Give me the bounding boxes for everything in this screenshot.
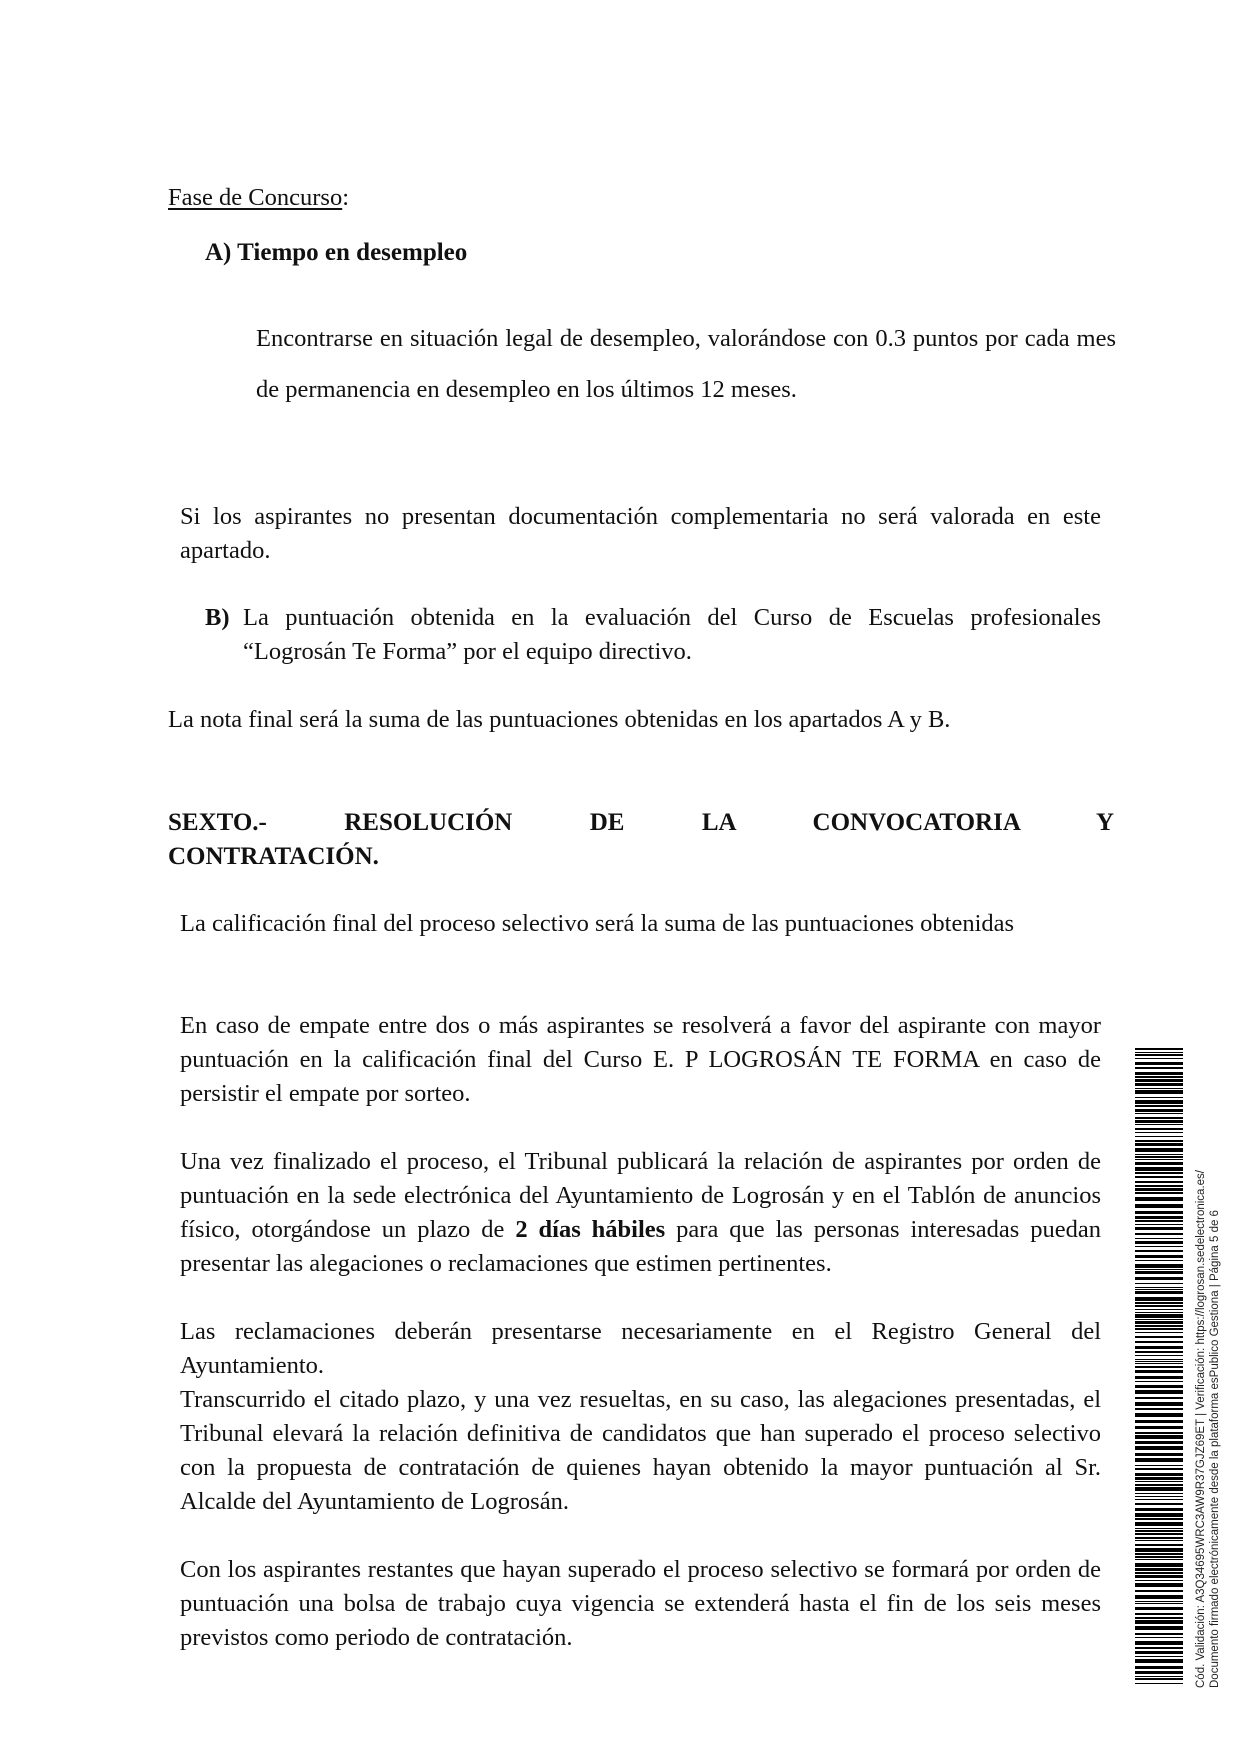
- barcode-bar: [1135, 1537, 1183, 1539]
- validation-code-line: Cód. Validación: A3Q34695WRC3AW9R37GJZ69ET | Verificación: https://logrosan.sedelectronica.es/: [1195, 1170, 1207, 1688]
- barcode-bar: [1135, 1181, 1183, 1183]
- barcode-bar: [1135, 1097, 1183, 1098]
- barcode-bar: [1135, 1633, 1183, 1635]
- barcode-bar: [1135, 1441, 1183, 1444]
- barcode-bar: [1135, 1559, 1183, 1560]
- barcode-bar: [1135, 1513, 1183, 1517]
- barcode-bar: [1135, 1528, 1183, 1529]
- barcode-bar: [1135, 1499, 1183, 1500]
- barcode-bar: [1135, 1336, 1183, 1338]
- barcode-bar: [1135, 1233, 1183, 1235]
- barcode-bar: [1135, 1453, 1183, 1456]
- barcode-bar: [1135, 1132, 1183, 1133]
- barcode-bar: [1135, 1321, 1183, 1324]
- validation-barcode: [1135, 1048, 1183, 1684]
- calificacion-paragraph: La calificación final del proceso selectivo será la suma de las puntuaciones obtenidas: [180, 910, 1015, 937]
- barcode-bar: [1135, 1052, 1183, 1053]
- barcode-bar: [1135, 1188, 1183, 1191]
- sexto-heading-line1: SEXTO.- RESOLUCIÓN DE LA CONVOCATORIA Y: [168, 809, 1114, 836]
- barcode-bar: [1135, 1192, 1183, 1194]
- barcode-bar: [1135, 1287, 1183, 1288]
- barcode-bar: [1135, 1140, 1183, 1142]
- barcode-bar: [1135, 1435, 1183, 1439]
- barcode-bar: [1135, 1530, 1183, 1532]
- barcode-bar: [1135, 1572, 1183, 1574]
- section-b-text: La puntuación obtenida en la evaluación del Curso de Escuelas profesionales “Logrosán Te Forma” por el equipo directivo.: [243, 604, 1101, 665]
- barcode-bar: [1135, 1503, 1183, 1505]
- barcode-bar: [1135, 1305, 1183, 1307]
- barcode-bar: [1135, 1269, 1183, 1270]
- barcode-bar: [1135, 1314, 1183, 1318]
- barcode-bar: [1135, 1289, 1183, 1290]
- barcode-bar: [1135, 1185, 1183, 1187]
- barcode-bar: [1135, 1671, 1183, 1674]
- barcode-bar: [1135, 1651, 1183, 1654]
- barcode-bar: [1135, 1363, 1183, 1364]
- section-b-label: B): [205, 604, 230, 631]
- barcode-bar: [1135, 1575, 1183, 1578]
- barcode-bar: [1135, 1162, 1183, 1165]
- documentation-note: Si los aspirantes no presentan documentación complementaria no será valorada en este apartado.: [180, 503, 1101, 564]
- barcode-bar: [1135, 1124, 1183, 1125]
- barcode-bar: [1135, 1359, 1183, 1360]
- barcode-bar: [1135, 1458, 1183, 1462]
- barcode-bar: [1135, 1361, 1183, 1362]
- barcode-bar: [1135, 1083, 1183, 1086]
- fase-concurso-title: Fase de Concurso: [168, 184, 343, 211]
- barcode-bar: [1135, 1603, 1183, 1604]
- barcode-bar: [1135, 1167, 1183, 1171]
- publicacion-paragraph: [180, 1145, 1101, 1281]
- barcode-bar: [1135, 1355, 1183, 1356]
- barcode-bar: [1135, 1613, 1183, 1615]
- barcode-bar: [1135, 1544, 1183, 1546]
- barcode-bar: [1135, 1678, 1183, 1680]
- barcode-bar: [1135, 1637, 1183, 1638]
- barcode-bar: [1135, 1100, 1183, 1104]
- section-a-paragraph: Encontrarse en situación legal de desempleo, valorándose con 0.3 puntos por cada mes de permanencia en desempleo en los últimos 12 meses.: [256, 325, 1116, 403]
- barcode-bar: [1135, 1601, 1183, 1602]
- barcode-bar: [1135, 1246, 1183, 1247]
- barcode-bar: [1135, 1580, 1183, 1581]
- barcode-bar: [1135, 1220, 1183, 1222]
- bolsa-trabajo-paragraph: Con los aspirantes restantes que hayan superado el proceso selectivo se formará por orden de puntuación una bolsa de trabajo cuya vigencia se extenderá hasta el fin de los seis meses previstos como periodo de contratación.: [180, 1556, 1101, 1651]
- barcode-bar: [1135, 1595, 1183, 1599]
- barcode-bar: [1135, 1113, 1183, 1114]
- barcode-bar: [1135, 1072, 1183, 1075]
- section-a-heading: A) Tiempo en desempleo: [205, 239, 468, 266]
- barcode-bar: [1135, 1659, 1183, 1663]
- barcode-bar: [1135, 1109, 1183, 1112]
- barcode-bar: [1135, 1666, 1183, 1669]
- barcode-bar: [1135, 1291, 1183, 1294]
- barcode-bar: [1135, 1484, 1183, 1486]
- barcode-bar: [1135, 1079, 1183, 1082]
- barcode-bar: [1135, 1260, 1183, 1261]
- barcode-bar: [1135, 1227, 1183, 1230]
- barcode-bar: [1135, 1076, 1183, 1078]
- barcode-bar: [1135, 1487, 1183, 1491]
- barcode-bar: [1135, 1297, 1183, 1301]
- barcode-bar: [1135, 1481, 1183, 1482]
- sexto-heading: [168, 806, 1114, 874]
- barcode-bar: [1135, 1156, 1183, 1158]
- validation-side-text: [1194, 1048, 1222, 1688]
- barcode-bar: [1135, 1241, 1183, 1244]
- barcode-bar: [1135, 1105, 1183, 1107]
- barcode-bar: [1135, 1563, 1183, 1567]
- barcode-bar: [1135, 1676, 1183, 1677]
- barcode-bar: [1135, 1366, 1183, 1368]
- barcode-bar: [1135, 1211, 1183, 1214]
- barcode-bar: [1135, 1197, 1183, 1201]
- barcode-bar: [1135, 1264, 1183, 1268]
- barcode-bar: [1135, 1048, 1183, 1050]
- barcode-bar: [1135, 1540, 1183, 1541]
- barcode-bar: [1135, 1255, 1183, 1258]
- barcode-bar: [1135, 1647, 1183, 1649]
- barcode-bar: [1135, 1302, 1183, 1304]
- barcode-bar: [1135, 1341, 1183, 1343]
- barcode-bar: [1135, 1590, 1183, 1592]
- barcode-bar: [1135, 1283, 1183, 1284]
- barcode-bar: [1135, 1154, 1183, 1155]
- barcode-bar: [1135, 1224, 1183, 1225]
- barcode-bar: [1135, 1376, 1183, 1379]
- barcode-bar: [1135, 1381, 1183, 1382]
- barcode-bar: [1135, 1136, 1183, 1137]
- validation-platform-line: Documento firmado electrónicamente desde la plataforma esPublico Gestiona | Página 5 de 6: [1209, 1210, 1221, 1688]
- barcode-bar: [1135, 1468, 1183, 1470]
- empate-paragraph: En caso de empate entre dos o más aspirantes se resolverá a favor del aspirante con mayor puntuación en la calificación final del Curso E. P LOGROSÁN TE FORMA en caso de persistir el empate por sorteo.: [180, 1012, 1101, 1107]
- barcode-bar: [1135, 1683, 1183, 1684]
- barcode-bar: [1135, 1473, 1183, 1476]
- barcode-bar: [1135, 1090, 1183, 1094]
- barcode-bar: [1135, 1216, 1183, 1219]
- barcode-bar: [1135, 1319, 1183, 1320]
- barcode-bar: [1135, 1370, 1183, 1373]
- barcode-bar: [1135, 1271, 1183, 1274]
- publicacion-text-end: para que las personas interesadas puedan presentar las alegaciones o reclamaciones que estimen pertinentes.: [180, 1216, 1101, 1277]
- barcode-bar: [1135, 1620, 1183, 1624]
- barcode-bar: [1135, 1408, 1183, 1410]
- barcode-bar: [1135, 1626, 1183, 1630]
- barcode-bar: [1135, 1432, 1183, 1434]
- barcode-bar: [1135, 1312, 1183, 1313]
- barcode-bar: [1135, 1172, 1183, 1174]
- barcode-bar: [1135, 1413, 1183, 1417]
- barcode-bar: [1135, 1493, 1183, 1494]
- barcode-bar: [1135, 1397, 1183, 1399]
- barcode-bar: [1135, 1332, 1183, 1333]
- barcode-bar: [1135, 1641, 1183, 1645]
- barcode-bar: [1135, 1518, 1183, 1520]
- barcode-bar: [1135, 1508, 1183, 1511]
- barcode-bar: [1135, 1143, 1183, 1146]
- barcode-bar: [1135, 1088, 1183, 1089]
- barcode-bar: [1135, 1148, 1183, 1152]
- barcode-bar: [1135, 1054, 1183, 1056]
- fase-concurso-heading: [168, 181, 349, 215]
- barcode-bar: [1135, 1128, 1183, 1130]
- barcode-bar: [1135, 1533, 1183, 1535]
- barcode-bar: [1135, 1058, 1183, 1059]
- barcode-bar: [1135, 1390, 1183, 1394]
- barcode-bar: [1135, 1238, 1183, 1239]
- barcode-bar: [1135, 1159, 1183, 1160]
- barcode-bar: [1135, 1346, 1183, 1349]
- barcode-bar: [1135, 1067, 1183, 1069]
- barcode-bar: [1135, 1446, 1183, 1450]
- barcode-bar: [1135, 1325, 1183, 1327]
- barcode-bar: [1135, 1277, 1183, 1280]
- reclamaciones-paragraph: Las reclamaciones deberán presentarse necesariamente en el Registro General del Ayuntamiento.: [180, 1318, 1101, 1379]
- publicacion-text-start: Una vez finalizado el proceso, el Tribunal publicará la relación de aspirantes por orden de puntuación en la sede electrónica del Ayuntamiento de Logrosán y en el Tablón de anuncios físico, otorgándose un plazo de: [180, 1148, 1101, 1243]
- barcode-bar: [1135, 1250, 1183, 1252]
- sexto-heading-line2: CONTRATACIÓN.: [168, 843, 379, 870]
- final-note-paragraph: La nota final será la suma de las puntuaciones obtenidas en los apartados A y B.: [168, 706, 951, 733]
- barcode-bar: [1135, 1204, 1183, 1208]
- barcode-bar: [1135, 1656, 1183, 1657]
- barcode-bar: [1135, 1328, 1183, 1330]
- barcode-bar: [1135, 1556, 1183, 1558]
- barcode-bar: [1135, 1351, 1183, 1353]
- barcode-bar: [1135, 1496, 1183, 1497]
- barcode-bar: [1135, 1426, 1183, 1429]
- barcode-bar: [1135, 1522, 1183, 1526]
- barcode-bar: [1135, 1583, 1183, 1587]
- barcode-bar: [1135, 1062, 1183, 1065]
- plazo-bold-text: 2 días hábiles: [515, 1216, 666, 1243]
- transcurrido-paragraph: Transcurrido el citado plazo, y una vez resueltas, en su caso, las alegaciones presentadas, el Tribunal elevará la relación definitiva de candidatos que han superado el proceso selectivo con la propuesta de contratación de quienes hayan obtenido la mayor puntuación al Sr. Alcalde del Ayuntamiento de Logrosán.: [180, 1386, 1101, 1515]
- fase-concurso-colon: :: [342, 184, 350, 211]
- barcode-bar: [1135, 1553, 1183, 1555]
- barcode-bar: [1135, 1617, 1183, 1619]
- barcode-bar: [1135, 1548, 1183, 1552]
- barcode-bar: [1135, 1402, 1183, 1406]
- barcode-bar: [1135, 1477, 1183, 1480]
- barcode-bar: [1135, 1176, 1183, 1178]
- barcode-bar: [1135, 1420, 1183, 1423]
- barcode-bar: [1135, 1465, 1183, 1466]
- barcode-bar: [1135, 1117, 1183, 1119]
- barcode-bar: [1135, 1607, 1183, 1610]
- barcode-bar: [1135, 1568, 1183, 1571]
- barcode-bar: [1135, 1120, 1183, 1123]
- barcode-bar: [1135, 1309, 1183, 1310]
- barcode-bar: [1135, 1385, 1183, 1388]
